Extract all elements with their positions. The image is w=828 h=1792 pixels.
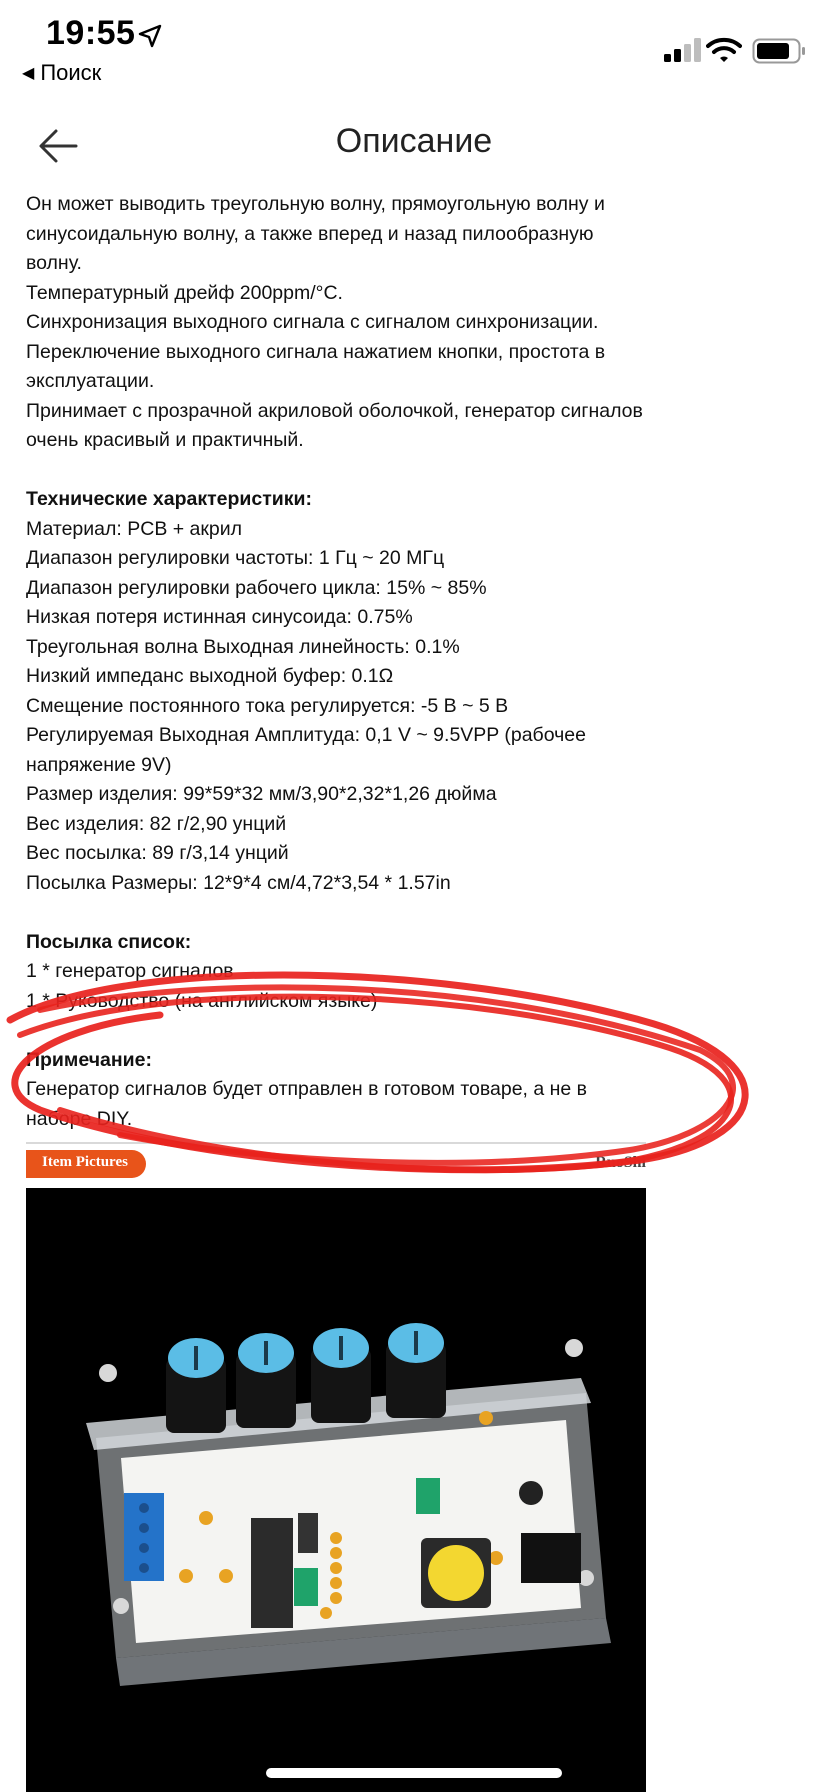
note-heading: Примечание:: [26, 1048, 152, 1071]
item-pictures-tag: Item Pictures: [26, 1150, 146, 1178]
spec-line: Треугольная волна Выходная линейность: 0.1%: [26, 635, 460, 658]
wifi-icon: [706, 36, 742, 64]
package-line: 1 * генератор сигналов: [26, 960, 234, 982]
knob: [311, 1328, 371, 1423]
spec-line: напряжение 9V): [26, 753, 172, 776]
navigation-bar: [0, 100, 828, 190]
product-image[interactable]: [26, 1188, 646, 1792]
intro-line: Температурный дрейф 200ppm/°C.: [26, 281, 343, 304]
location-arrow-icon: [138, 24, 162, 48]
package-line: 1 * Руководство (на английском языке): [26, 989, 378, 1012]
specs-heading: Технические характеристики:: [26, 488, 313, 510]
battery-icon: [752, 38, 806, 64]
spec-line: Регулируемая Выходная Амплитуда: 0,1 V ~ 9.5VPP (рабочее: [26, 724, 586, 746]
signal-generator-illustration: [26, 1188, 646, 1792]
spec-line: Размер изделия: 99*59*32 мм/3,90*2,32*1,26 дюйма: [26, 783, 497, 805]
knob: [236, 1333, 296, 1428]
back-to-app-link[interactable]: [22, 60, 101, 86]
spec-line: Материал: PCB + акрил: [26, 517, 243, 540]
knob: [386, 1323, 446, 1418]
package-heading: Посылка список:: [26, 930, 192, 953]
status-time: 19:55: [46, 14, 136, 52]
intro-line: Принимает с прозрачной акриловой оболочкой, генератор сигналов: [26, 399, 643, 422]
back-triangle-icon: ◀: [22, 65, 35, 82]
back-app-label: Поиск: [40, 60, 102, 85]
spec-line: Вес изделия: 82 г/2,90 унций: [26, 812, 287, 835]
note-line: Генератор сигналов будет отправлен в готовом товаре, а не в: [26, 1078, 588, 1100]
page-title: Описание: [335, 122, 493, 160]
status-bar: [0, 0, 828, 100]
spec-line: Низкий импеданс выходной буфер: 0.1Ω: [26, 665, 394, 687]
intro-line: Переключение выходного сигнала нажатием кнопки, простота в: [26, 340, 606, 363]
intro-line: Он может выводить треугольную волну, прямоугольную волну и: [26, 193, 605, 215]
spec-line: Низкая потеря истинная синусоида: 0.75%: [26, 606, 413, 628]
item-pictures-banner: [26, 1140, 646, 1180]
intro-line: Синхронизация выходного сигнала с сигналом синхронизации.: [26, 311, 599, 333]
spec-line: Смещение постоянного тока регулируется: -5 В ~ 5 В: [26, 694, 509, 717]
cellular-signal-icon: [664, 38, 704, 62]
spec-line: Посылка Размеры: 12*9*4 см/4,72*3,54 * 1.57in: [26, 871, 451, 894]
intro-line: волну.: [26, 252, 82, 274]
spec-line: Диапазон регулировки рабочего цикла: 15% ~ 85%: [26, 576, 487, 599]
spec-line: Вес посылка: 89 г/3,14 унций: [26, 842, 289, 864]
knob: [166, 1338, 226, 1433]
spec-line: Диапазон регулировки частоты: 1 Гц ~ 20 МГц: [26, 547, 445, 569]
intro-line: синусоидальную волну, а также вперед и назад пилообразную: [26, 222, 594, 245]
note-line: наборе DIY.: [26, 1107, 133, 1130]
brand-label: RuoShi: [595, 1154, 646, 1171]
intro-line: эксплуатации.: [26, 370, 155, 392]
divider: [26, 1142, 646, 1144]
intro-line: очень красивый и практичный.: [26, 429, 304, 451]
home-indicator[interactable]: [266, 1768, 562, 1778]
description-text: [26, 190, 666, 1134]
